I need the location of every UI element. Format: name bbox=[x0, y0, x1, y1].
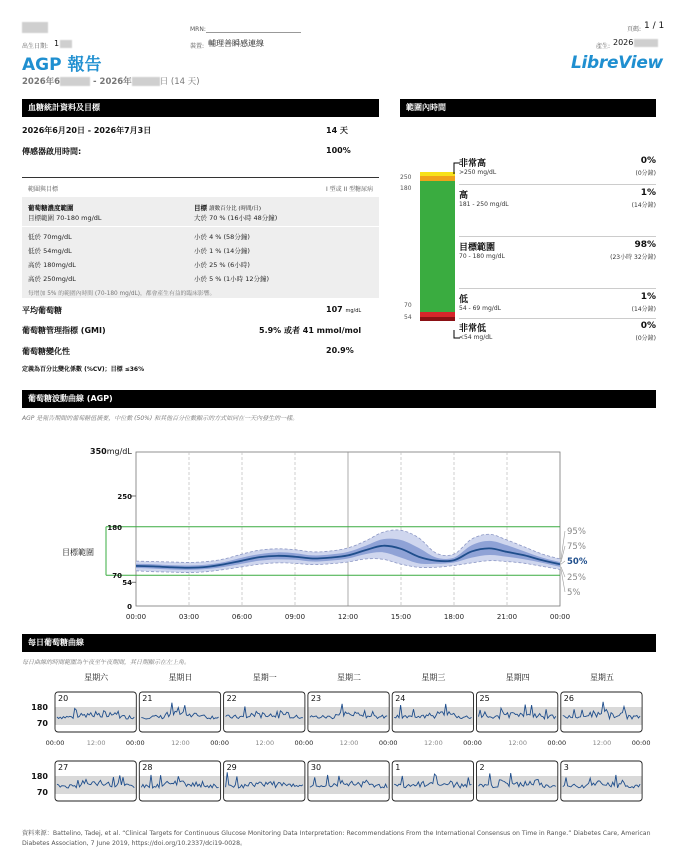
date-range-label: 2026年6月20日 - 2026年7月3日 bbox=[22, 126, 152, 135]
avg-glucose-value: 107 mg/dL bbox=[326, 305, 362, 314]
daily-target-band bbox=[308, 707, 389, 725]
agp-chart bbox=[0, 440, 679, 625]
targets-divider bbox=[22, 226, 379, 227]
daily-date-label: 26 bbox=[563, 694, 574, 703]
daily-x-label: 12:00 bbox=[171, 739, 190, 747]
sensor-active-value: 100% bbox=[326, 146, 351, 155]
daily-date-label: 29 bbox=[226, 763, 237, 772]
daily-x-label: 12:00 bbox=[86, 739, 106, 747]
agp-target-label: 目標範圍 bbox=[62, 548, 94, 557]
device-label: 裝置: bbox=[190, 43, 205, 50]
agp-x-label: 00:00 bbox=[549, 613, 571, 621]
tir-band-very-high: 非常高 >250 mg/dL 0% (0分鐘) bbox=[459, 156, 656, 177]
daily-x-label: 00:00 bbox=[294, 739, 314, 747]
daily-profiles-svg bbox=[0, 670, 679, 820]
agp-pct-label: 95% bbox=[567, 527, 586, 537]
generated-label: 產生: bbox=[596, 43, 611, 50]
daily-date-label: 25 bbox=[479, 694, 490, 703]
weekday-header: 星期五 bbox=[589, 673, 614, 682]
daily-date-label: 27 bbox=[58, 763, 69, 772]
target-row-1-left: 低於 54mg/dL bbox=[28, 247, 72, 255]
mrn-label: MRN: bbox=[190, 26, 206, 33]
agp-pct-connector bbox=[561, 561, 565, 564]
agp-section-header: 葡萄糖波動曲線 (AGP) bbox=[22, 390, 656, 408]
agp-x-label: 12:00 bbox=[337, 613, 359, 621]
targets-header-right: I 型或 II 型糖尿病 bbox=[325, 186, 373, 193]
targets-table bbox=[22, 177, 379, 297]
target-row-2-right: 小於 25 % (6小時) bbox=[194, 261, 250, 269]
gmi-value: 5.9% 或者 41 mmol/mol bbox=[259, 326, 362, 335]
daily-date-label: 22 bbox=[226, 694, 237, 703]
daily-description: 每日曲線的時間範圍為午夜至午夜期間，其日期顯示在左上角。 bbox=[22, 659, 191, 666]
agp-y-label: 54 bbox=[122, 579, 132, 588]
daily-x-label: 12:00 bbox=[423, 739, 443, 747]
tir-band-low: 低 54 - 69 mg/dL 1% (14分鐘) bbox=[459, 292, 656, 313]
agp-y-label: 250 bbox=[117, 493, 132, 501]
target-row-2-left: 高於 180mg/dL bbox=[28, 261, 76, 269]
agp-y-label: 0 bbox=[127, 603, 132, 611]
daily-x-label: 12:00 bbox=[255, 739, 275, 747]
agp-description: AGP 是報告期間的葡萄糖值摘要，中位數 (50%) 和其他百分位數顯示的方式如同在一天內發生的一樣。 bbox=[22, 415, 299, 422]
weekday-header: 星期四 bbox=[505, 673, 530, 682]
tir-band-target: 目標範圍 70 - 180 mg/dL 98% (23小時 32分鐘) bbox=[459, 240, 656, 261]
agp-x-label: 21:00 bbox=[496, 613, 518, 621]
daily-x-label: 00:00 bbox=[631, 739, 651, 747]
dob-value: 1 bbox=[54, 39, 72, 48]
weekday-header: 星期六 bbox=[84, 673, 109, 682]
cv-value: 20.9% bbox=[326, 346, 354, 355]
source-footnote: 資料來源：Battelino, Tadej, et al. “Clinical Targets for Continuous Glucose Monitoring Data Interpretation: Recommendations From the International Consensus on Time in Range.” Diabetes Care, American Diabetes Association, 7 June 2019, https://doi.org/10.2337/dci19-0028。 bbox=[22, 830, 651, 847]
weekday-header: 星期一 bbox=[252, 673, 277, 682]
daily-section-header: 每日葡萄糖曲線 bbox=[22, 634, 656, 652]
avg-glucose-label: 平均葡萄糖 bbox=[22, 306, 62, 315]
agp-pct-label: 5% bbox=[567, 588, 581, 598]
gmi-label: 葡萄糖管理指標 (GMI) bbox=[22, 326, 106, 335]
targets-header-left: 範圍與目標 bbox=[28, 186, 59, 193]
tir-band-very-low: 非常低 <54 mg/dL 0% (0分鐘) bbox=[459, 321, 656, 342]
target-row-1-right: 小於 1 % (14分鐘) bbox=[194, 247, 250, 255]
agp-x-label: 03:00 bbox=[178, 613, 200, 621]
targets-footnote: 每增加 5% 的範圍內時間 (70-180 mg/dL)，都會產生有益的臨床影響。 bbox=[28, 291, 216, 297]
tir-band-high: 高 181 - 250 mg/dL 1% (14分鐘) bbox=[459, 188, 656, 209]
daily-date-label: 28 bbox=[142, 763, 153, 772]
weekday-header: 星期二 bbox=[337, 673, 362, 682]
tir-axis-180: 180 bbox=[400, 185, 412, 192]
daily-date-label: 23 bbox=[310, 694, 322, 703]
agp-pct-connector bbox=[561, 569, 565, 592]
targets-gray-area bbox=[22, 197, 379, 298]
agp-x-label: 18:00 bbox=[443, 613, 465, 621]
target-row-0-left: 低於 70mg/dL bbox=[28, 233, 72, 241]
report-title: AGP 報告 bbox=[22, 55, 102, 75]
daily-x-label: 00:00 bbox=[125, 739, 145, 747]
agp-x-label: 15:00 bbox=[390, 613, 412, 621]
col1-title: 葡萄糖濃度範圍 bbox=[28, 204, 74, 212]
daily-date-label: 24 bbox=[395, 694, 406, 703]
daily-grid bbox=[0, 670, 679, 820]
tir-sep-2 bbox=[459, 236, 656, 237]
libreview-logo: LibreView bbox=[571, 53, 663, 73]
tir-axis-70: 70 bbox=[404, 302, 412, 309]
daily-x-label: 00:00 bbox=[547, 739, 567, 747]
agp-y-unit: 350mg/dL bbox=[90, 447, 132, 456]
col2-sub: 大於 70 % (16小時 48分鐘) bbox=[194, 214, 278, 222]
device-value: 輔理善瞬感連線 bbox=[208, 39, 264, 48]
target-row-0-right: 小於 4 % (58分鐘) bbox=[194, 233, 250, 241]
daily-y-label: 180 bbox=[31, 772, 48, 781]
target-row-3-right: 小於 5 % (1小時 12分鐘) bbox=[194, 275, 270, 283]
tir-sep-1 bbox=[459, 184, 656, 185]
daily-date-label: 2 bbox=[479, 763, 485, 772]
page-label: 頁碼: bbox=[627, 26, 642, 33]
daily-y-label: 70 bbox=[36, 788, 48, 797]
target-row-3-left: 高於 250mg/dL bbox=[28, 275, 76, 283]
generated-value: 2026 bbox=[613, 38, 658, 47]
daily-x-label: 00:00 bbox=[45, 739, 65, 747]
tir-sep-3 bbox=[459, 288, 656, 289]
daily-date-label: 21 bbox=[142, 694, 153, 703]
col2-title: 目標 讀數百分比 (時間/日) bbox=[194, 204, 261, 212]
daily-date-label: 30 bbox=[310, 763, 322, 772]
name-redacted bbox=[22, 17, 48, 28]
daily-target-band bbox=[139, 707, 220, 725]
daily-x-label: 00:00 bbox=[463, 739, 482, 747]
page-number: 1 / 1 bbox=[644, 21, 665, 31]
daily-x-label: 12:00 bbox=[339, 739, 359, 747]
daily-date-label: 20 bbox=[58, 694, 69, 703]
weekday-header: 星期日 bbox=[168, 673, 193, 682]
col1-sub: 目標範圍 70-180 mg/dL bbox=[28, 214, 102, 222]
report-date-range: 2026年6 - 2026年 日 (14 天) bbox=[22, 77, 200, 87]
sensor-active-label: 傳感器啟用時間: bbox=[22, 147, 82, 156]
agp-pct-label: 50% bbox=[567, 557, 588, 567]
mrn-line bbox=[206, 32, 301, 33]
weekday-header: 星期三 bbox=[421, 673, 446, 682]
agp-y-label: 70 bbox=[112, 572, 122, 581]
date-range-days: 14 天 bbox=[326, 126, 348, 135]
tir-section-header: 範圍內時間 bbox=[400, 99, 656, 117]
tir-sep-4 bbox=[459, 318, 656, 319]
daily-x-label: 12:00 bbox=[508, 739, 528, 747]
agp-pct-label: 25% bbox=[567, 573, 586, 583]
daily-x-label: 12:00 bbox=[592, 739, 612, 747]
agp-x-label: 09:00 bbox=[284, 613, 306, 621]
daily-y-label: 180 bbox=[31, 703, 48, 712]
daily-x-label: 00:00 bbox=[210, 739, 229, 747]
agp-x-label: 00:00 bbox=[125, 613, 147, 621]
daily-date-label: 1 bbox=[395, 763, 401, 772]
daily-x-label: 00:00 bbox=[378, 739, 398, 747]
dob-label: 出生日期: bbox=[22, 43, 49, 50]
daily-y-label: 70 bbox=[36, 719, 48, 728]
agp-pct-label: 75% bbox=[567, 542, 586, 552]
stats-section-header: 血糖統計資料及目標 bbox=[22, 99, 379, 117]
cv-note: 定義為百分比變化係數 (%CV)；目標 ≤36% bbox=[22, 366, 145, 373]
tir-axis-54: 54 bbox=[404, 314, 412, 321]
cv-label: 葡萄糖變化性 bbox=[22, 347, 70, 356]
agp-x-label: 06:00 bbox=[231, 613, 253, 621]
agp-y-label: 180 bbox=[107, 523, 122, 532]
daily-date-label: 3 bbox=[563, 763, 569, 772]
tir-axis-250: 250 bbox=[400, 174, 412, 181]
